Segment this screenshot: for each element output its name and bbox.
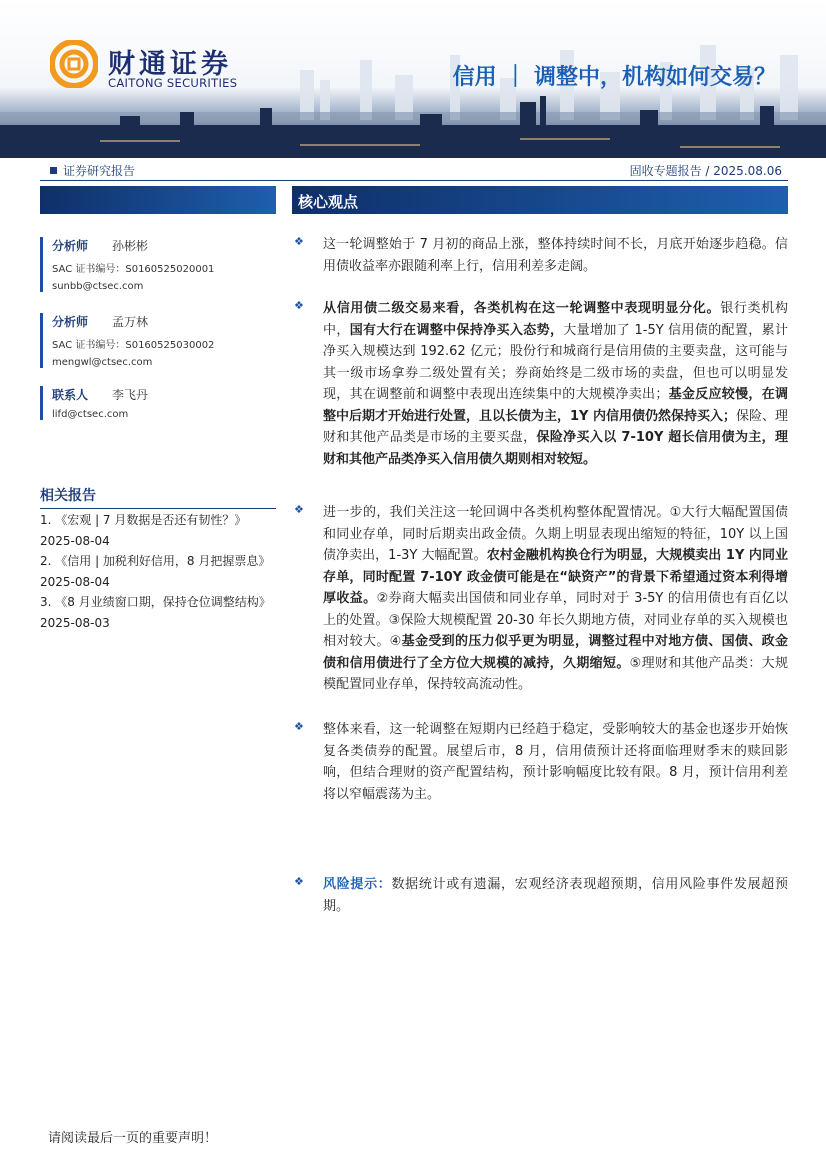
related-report-date: 2025-08-03 [40, 615, 110, 630]
sidebar-banner [40, 186, 276, 214]
analyst-email[interactable]: sunbb@ctsec.com [52, 281, 144, 292]
analyst-sac: SAC 证书编号：S0160525030002 [52, 340, 215, 351]
key-point-text [323, 298, 788, 470]
body-text: 进一步的，我们关注这一轮回调中各类机构整体配置情况。①大行大幅配置国债和同业存单，同时后期卖出政金债。久期上明显表现出缩短的特征，10Y 以上国债净卖出，1-3Y 大幅配置。 [323, 505, 788, 563]
related-report-item[interactable]: 2. 《信用 | 加税利好信用，8 月把握票息》 [40, 554, 271, 568]
analyst-card [40, 313, 288, 368]
bold-text: 国有大行在调整中保持净买入态势， [349, 322, 564, 338]
contact-role: 联系人 [52, 388, 89, 402]
risk-body: 数据统计或有遗漏，宏观经济表现超预期，信用风险事件发展超预期。 [323, 877, 788, 914]
related-report-item[interactable]: 3. 《8 月业绩窗口期，保持仓位调整结构》 [40, 595, 271, 609]
square-bullet-icon [50, 167, 57, 174]
contact-name: 李飞丹 [112, 388, 149, 402]
key-point-2 [294, 298, 788, 470]
risk-label: 风险提示： [323, 877, 392, 892]
analyst-email[interactable]: mengwl@ctsec.com [52, 357, 153, 368]
analyst-card [40, 237, 288, 292]
diamond-bullet-icon: ❖ [294, 235, 304, 248]
bold-text: 保险净买入以 7-10Y 超长信用债为主，理财和其他产品类净买入信用债久期则相对较短。 [323, 430, 788, 467]
key-point-3 [294, 502, 788, 696]
key-point-text: 整体来看，这一轮调整在短期内已经趋于稳定，受影响较大的基金也逐步开始恢复各类债券的配置。展望后市，8 月，信用债预计还将面临理财季末的赎回影响，但结合理财的资产配置结构，预计影响幅度比较有限。8 月，预计信用利差将以窄幅震荡为主。 [323, 722, 788, 802]
analyst-name: 孙彬彬 [112, 239, 149, 253]
report-type-bar [40, 158, 788, 181]
analyst-name: 孟万林 [112, 315, 149, 329]
bold-text: 从信用债二级交易来看，各类机构在这一轮调整中表现明显分化。 [323, 301, 721, 316]
analyst-sac: SAC 证书编号：S0160525020001 [52, 264, 215, 275]
report-category [50, 162, 135, 179]
company-logo [50, 40, 250, 92]
bold-text: 基金反应较慢，在调整中后期才开始进行处置，且以长债为主，1Y 内信用债仍然保持买入； [323, 387, 788, 424]
report-category-label: 证券研究报告 [63, 164, 136, 178]
page-header [0, 0, 826, 158]
body-text: ②券商大幅卖出国债和同业存单，同时对于 3-5Y 的信用债也有百亿以上的处置。③保险大规模配置 20-30 年长久期地方债，对同业存单的买入规模也相对较大。④ [323, 591, 788, 649]
diamond-bullet-icon: ❖ [294, 720, 304, 733]
body-text: 保险、理财和其他产品类是市场的主要买盘， [323, 408, 789, 445]
report-type-date: 固收专题报告 / 2025.08.06 [629, 164, 782, 178]
caitong-coin-logo-icon [50, 40, 98, 88]
key-point-4 [294, 719, 788, 805]
diamond-bullet-icon: ❖ [294, 875, 304, 888]
risk-warning [294, 874, 788, 917]
related-report-date: 2025-08-04 [40, 533, 110, 548]
contact-card [40, 386, 288, 420]
brand-name-en: CAITONG SECURITIES [108, 76, 238, 90]
analyst-role: 分析师 [52, 239, 89, 253]
bold-text: 基金受到的压力似乎更为明显，调整过程中对地方债、国债、政金债和信用债进行了全方位大规模的减持，久期缩短。 [323, 634, 788, 671]
body-text: ⑤理财和其他产品类：大规模配置同业存单，保持较高流动性。 [323, 655, 788, 692]
related-reports-title: 相关报告 [40, 485, 276, 509]
brand-name-cn: 财通证券 [108, 49, 232, 80]
key-point-text [323, 502, 788, 696]
contact-email[interactable]: lifd@ctsec.com [52, 409, 129, 420]
disclaimer-notice: 请阅读最后一页的重要声明！ [48, 1131, 218, 1146]
core-view-title: 核心观点 [298, 193, 359, 211]
related-report-date: 2025-08-04 [40, 574, 110, 589]
diamond-bullet-icon: ❖ [294, 299, 304, 312]
diamond-bullet-icon: ❖ [294, 503, 304, 516]
body-text: 大量增加了 1-5Y 信用债的配置，累计净买入规模达到 192.62 亿元；股份行和城商行是信用债的主要卖盘，这可能与其一级市场拿券二级处置有关；券商始终是二级市场的卖盘，但也可以明显发现，其在调整前和调整中表现出连续集中的大规模净卖出； [323, 322, 788, 402]
risk-warning-text [323, 874, 788, 917]
body-text: 银行类机构中， [323, 301, 788, 338]
key-point-1 [294, 234, 788, 277]
report-title: 信用 ｜ 调整中，机构如何交易？ [452, 65, 776, 90]
related-report-item[interactable]: 1. 《宏观 | 7 月数据是否还有韧性？》 [40, 513, 247, 527]
related-reports-list [40, 510, 280, 633]
bold-text: 农村金融机构换仓行为明显，大规模卖出 1Y 内同业存单，同时配置 7-10Y 政金债可能是在“缺资产”的背景下希望通过资本利得增厚收益。 [323, 548, 788, 606]
core-view-banner [292, 186, 788, 214]
key-point-text: 这一轮调整始于 7 月初的商品上涨，整体持续时间不长，月底开始逐步趋稳。信用债收益率亦跟随利率上行，信用利差多走阔。 [323, 237, 788, 274]
analyst-role: 分析师 [52, 315, 89, 329]
